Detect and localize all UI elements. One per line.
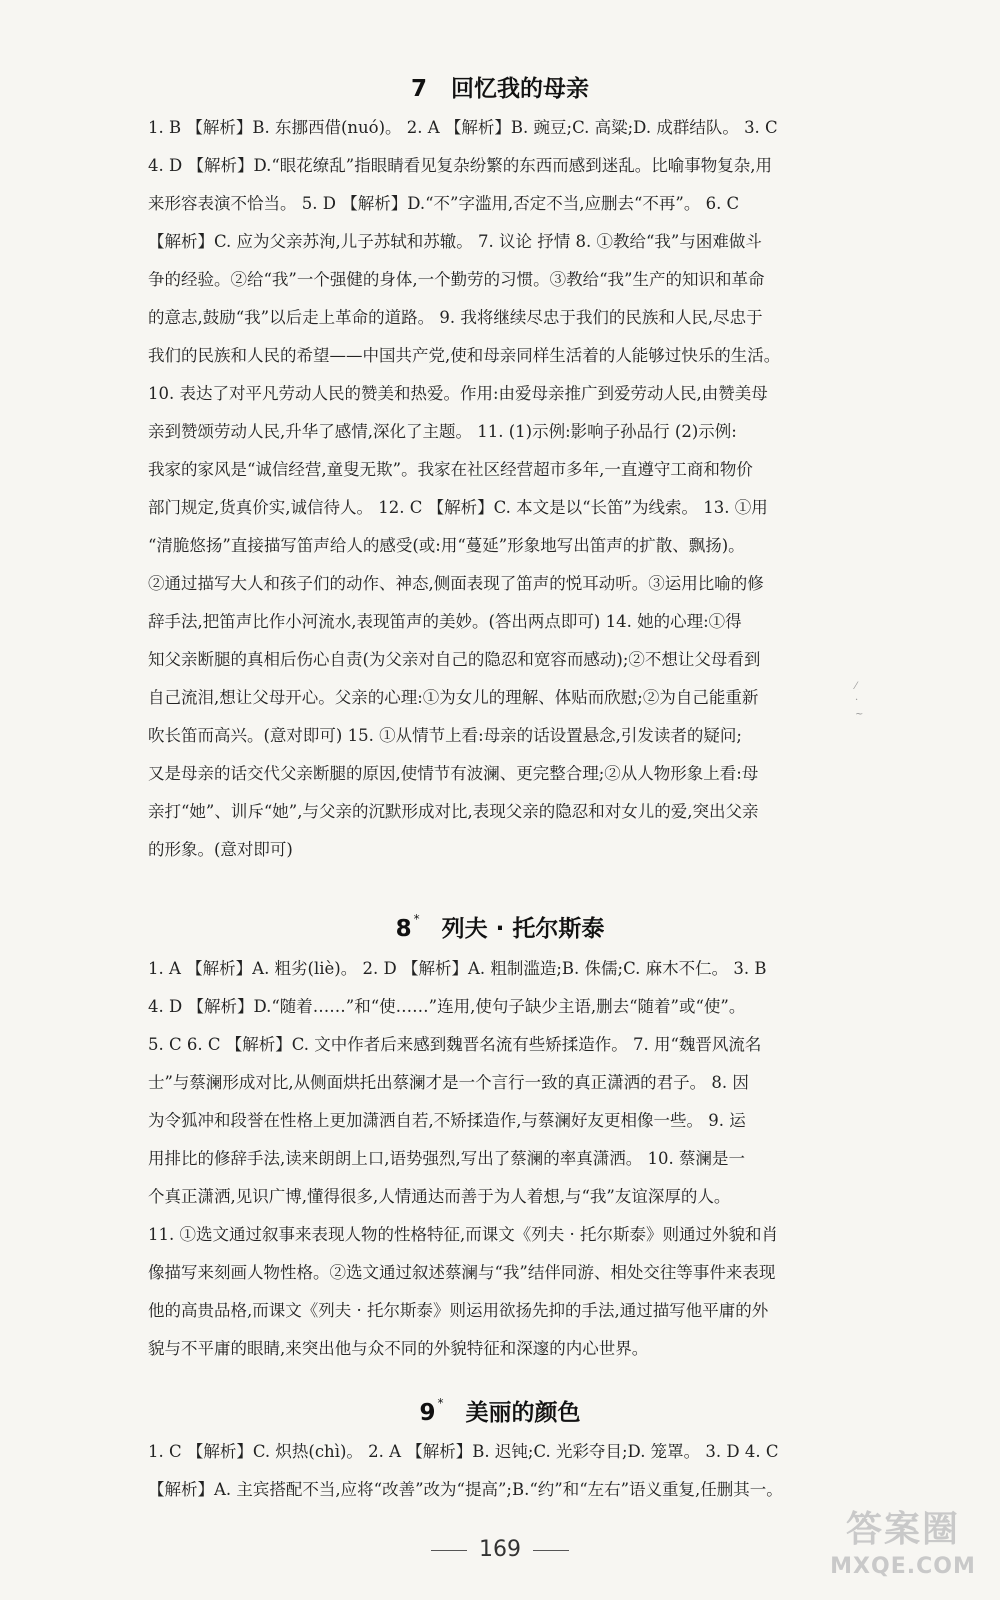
answer-line: 1. B 【解析】B. 东挪西借(nuó)。 2. A 【解析】B. 豌豆;C. 高粱;D. 成群结队。 3. C: [148, 118, 778, 137]
page-number: 169: [479, 1537, 521, 1562]
section-heading: [0, 1394, 1000, 1427]
answer-line: 【解析】C. 应为父亲苏洵,儿子苏轼和苏辙。 7. 议论 抒情 8. ①教给“我”与困难做斗: [148, 232, 762, 251]
section-answers: [148, 109, 840, 869]
section-title: 美丽的颜色: [465, 1400, 581, 1426]
answer-line: 4. D 【解析】D.“眼花缭乱”指眼睛看见复杂纷繁的东西而感到迷乱。比喻事物复杂,用: [148, 156, 772, 175]
answer-line: ②通过描写大人和孩子们的动作、神态,侧面表现了笛声的悦耳动听。③运用比喻的修: [148, 574, 764, 593]
answer-line: 为令狐冲和段誉在性格上更加潇洒自若,不矫揉造作,与蔡澜好友更相像一些。 9. 运: [148, 1111, 746, 1130]
watermark-text: 答案圈: [845, 1509, 960, 1550]
watermark-url: MXQE.COM: [830, 1554, 976, 1579]
answer-line: 1. C 【解析】C. 炽热(chì)。 2. A 【解析】B. 迟钝;C. 光彩夺目;D. 笼罩。 3. D 4. C: [148, 1442, 779, 1461]
watermark-logo: [818, 1508, 988, 1594]
answer-line: 部门规定,货真价实,诚信待人。 12. C 【解析】C. 本文是以“长笛”为线索。 13. ①用: [148, 498, 768, 517]
answer-line: 我们的民族和人民的希望——中国共产党,使和母亲同样生活着的人能够过快乐的生活。: [148, 346, 781, 365]
answer-line: 的意志,鼓励“我”以后走上革命的道路。 9. 我将继续尽忠于我们的民族和人民,尽忠于: [148, 308, 763, 327]
section-number: 9 *: [419, 1396, 444, 1426]
answer-line: 的形象。(意对即可): [148, 840, 293, 859]
answer-line: “清脆悠扬”直接描写笛声给人的感受(或:用“蔓延”形象地写出笛声的扩散、飘扬)。: [148, 536, 745, 555]
answer-line: 亲打“她”、训斥“她”,与父亲的沉默形成对比,表现父亲的隐忍和对女儿的爱,突出父亲: [148, 802, 759, 821]
answer-line: 5. C 6. C 【解析】C. 文中作者后来感到魏晋名流有些矫揉造作。 7. 用“魏晋风流名: [148, 1035, 762, 1054]
answer-line: 11. ①选文通过叙事来表现人物的性格特征,而课文《列夫 · 托尔斯泰》则通过外貌和肖: [148, 1225, 778, 1244]
answer-line: 自己流泪,想让父母开心。父亲的心理:①为女儿的理解、体贴而欣慰;②为自己能重新: [148, 688, 759, 707]
answer-line: 【解析】A. 主宾搭配不当,应将“改善”改为“提高”;B.“约”和“左右”语义重复,任删其一。: [148, 1480, 783, 1499]
answer-line: 吹长笛而高兴。(意对即可) 15. ①从情节上看:母亲的话设置悬念,引发读者的疑问;: [148, 726, 742, 745]
section-answers: [148, 950, 840, 1368]
answer-line: 士”与蔡澜形成对比,从侧面烘托出蔡澜才是一个言行一致的真正潇洒的君子。 8. 因: [148, 1073, 749, 1092]
answer-line: 4. D 【解析】D.“随着……”和“使……”连用,使句子缺少主语,删去“随着”或“使”。: [148, 997, 746, 1016]
section-heading: [0, 910, 1000, 943]
answer-line: 又是母亲的话交代父亲断腿的原因,使情节有波澜、更完整合理;②从人物形象上看:母: [148, 764, 759, 783]
answer-line: 我家的家风是“诚信经营,童叟无欺”。我家在社区经营超市多年,一直遵守工商和物价: [148, 460, 753, 479]
answer-line: 10. 表达了对平凡劳动人民的赞美和热爱。作用:由爱母亲推广到爱劳动人民,由赞美母: [148, 384, 768, 403]
footer-rule-left: [431, 1550, 467, 1551]
section-heading: [0, 70, 1000, 103]
answer-line: 争的经验。②给“我”一个强健的身体,一个勤劳的习惯。③教给“我”生产的知识和革命: [148, 270, 765, 289]
answer-line: 知父亲断腿的真相后伤心自责(为父亲对自己的隐忍和宽容而感动);②不想让父母看到: [148, 650, 761, 669]
section-number: 7: [410, 76, 427, 102]
answer-line: 他的高贵品格,而课文《列夫 · 托尔斯泰》则运用欲扬先抑的手法,通过描写他平庸的外: [148, 1301, 769, 1320]
margin-pencil-mark: ⁄ · ~: [855, 681, 864, 720]
answer-line: 像描写来刻画人物性格。②选文通过叙述蔡澜与“我”结伴同游、相处交往等事件来表现: [148, 1263, 776, 1282]
answer-line: 来形容表演不恰当。 5. D 【解析】D.“不”字滥用,否定不当,应删去“不再”。 6. C: [148, 194, 740, 213]
section-title: 列夫 · 托尔斯泰: [441, 916, 605, 942]
footer-rule-right: [533, 1550, 569, 1551]
answer-line: 个真正潇洒,见识广博,懂得很多,人情通达而善于为人着想,与“我”友谊深厚的人。: [148, 1187, 731, 1206]
answer-line: 貌与不平庸的眼睛,来突出他与众不同的外貌特征和深邃的内心世界。: [148, 1339, 649, 1358]
answer-line: 1. A 【解析】A. 粗劣(liè)。 2. D 【解析】A. 粗制滥造;B. 侏儒;C. 麻木不仁。 3. B: [148, 959, 767, 978]
answer-line: 亲到赞颂劳动人民,升华了感情,深化了主题。 11. (1)示例:影响子孙品行 (2)示例:: [148, 422, 737, 441]
section-number: 8 *: [395, 912, 420, 942]
section-answers: [148, 1433, 840, 1509]
answer-line: 用排比的修辞手法,读来朗朗上口,语势强烈,写出了蔡澜的率真潇洒。 10. 蔡澜是一: [148, 1149, 745, 1168]
answer-line: 辞手法,把笛声比作小河流水,表现笛声的美妙。(答出两点即可) 14. 她的心理:①得: [148, 612, 742, 631]
section-title: 回忆我的母亲: [451, 76, 589, 102]
